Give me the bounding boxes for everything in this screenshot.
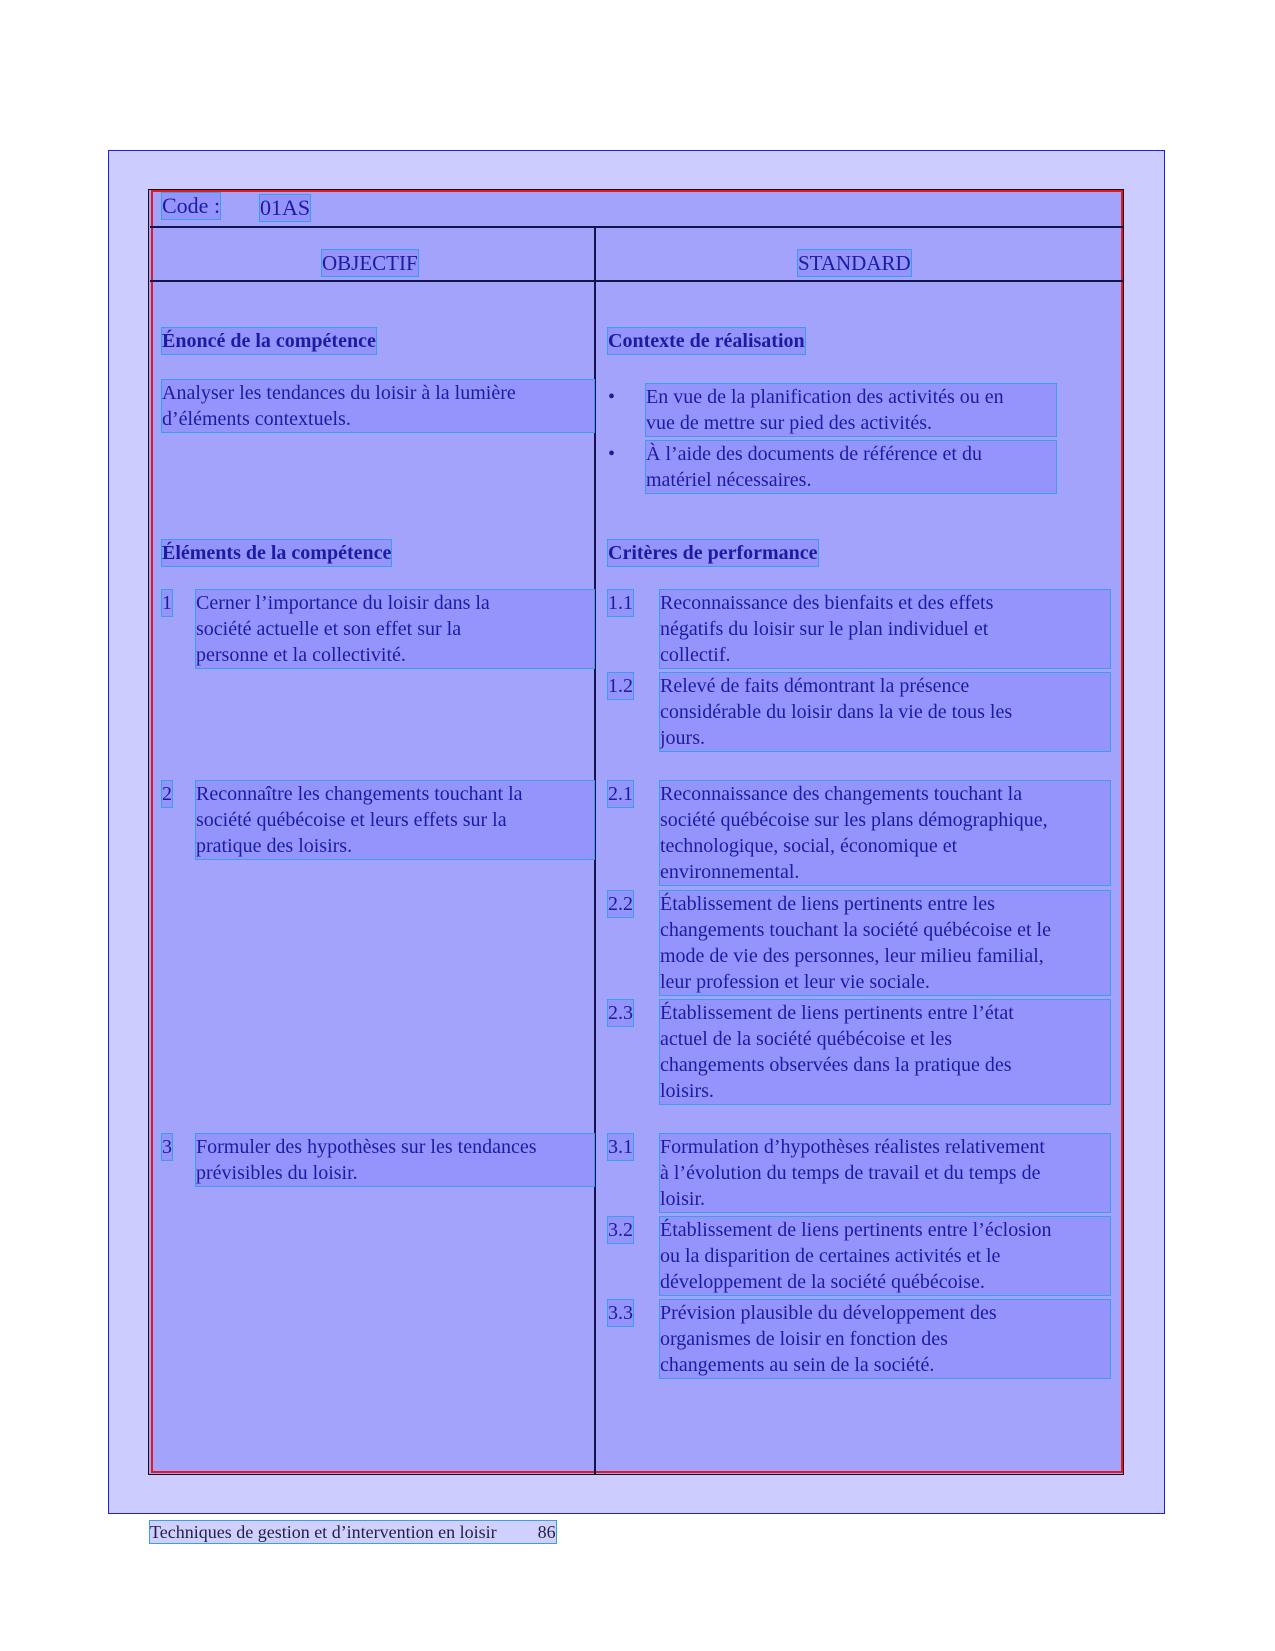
bullet-icon: • bbox=[608, 386, 616, 408]
critere-line: considérable du loisir dans la vie de tous les bbox=[660, 701, 1013, 723]
critere-line: Formulation d’hypothèses réalistes relativement bbox=[660, 1136, 1045, 1158]
critere-line: leur profession et leur vie sociale. bbox=[660, 971, 930, 993]
critere-line: actuel de la société québécoise et les bbox=[660, 1028, 953, 1050]
element-text bbox=[196, 1134, 594, 1186]
critere-line: à l’évolution du temps de travail et du temps de bbox=[660, 1162, 1041, 1184]
critere-number: 3.1 bbox=[608, 1136, 633, 1158]
critere-number: 2.1 bbox=[608, 783, 633, 805]
column-header-divider bbox=[150, 280, 1124, 282]
enonce-text bbox=[162, 380, 594, 432]
element-line: pratique des loisirs. bbox=[196, 835, 353, 857]
column-divider bbox=[594, 226, 596, 1474]
element-line: Formuler des hypothèses sur les tendances bbox=[196, 1136, 537, 1158]
contexte-line: En vue de la planification des activités ou en bbox=[646, 386, 1004, 408]
critere-line: Établissement de liens pertinents entre l’état bbox=[660, 1002, 1014, 1024]
critere-text bbox=[660, 1300, 1110, 1378]
contexte-line: vue de mettre sur pied des activités. bbox=[646, 412, 933, 434]
contexte-heading: Contexte de réalisation bbox=[608, 330, 805, 352]
enonce-line: Analyser les tendances du loisir à la lumière bbox=[162, 382, 516, 404]
contexte-text bbox=[646, 384, 1056, 436]
critere-line: changements au sein de la société. bbox=[660, 1354, 935, 1376]
critere-line: Reconnaissance des changements touchant la bbox=[660, 783, 1023, 805]
critere-text bbox=[660, 1000, 1110, 1104]
critere-line: loisirs. bbox=[660, 1080, 714, 1102]
critere-text bbox=[660, 590, 1110, 668]
critere-line: Établissement de liens pertinents entre les bbox=[660, 893, 995, 915]
page-number: 86 bbox=[537, 1522, 556, 1542]
critere-line: société québécoise sur les plans démographique, bbox=[660, 809, 1048, 831]
critere-number: 3.3 bbox=[608, 1302, 633, 1324]
contexte-line: À l’aide des documents de référence et du bbox=[646, 443, 982, 465]
element-number: 1 bbox=[162, 592, 172, 614]
page-footer bbox=[150, 1521, 556, 1543]
criteres-heading: Critères de performance bbox=[608, 542, 818, 564]
critere-text bbox=[660, 1217, 1110, 1295]
element-line: Cerner l’importance du loisir dans la bbox=[196, 592, 490, 614]
critere-line: négatifs du loisir sur le plan individuel et bbox=[660, 618, 989, 640]
header-divider bbox=[150, 226, 1124, 228]
critere-line: mode de vie des personnes, leur milieu familial, bbox=[660, 945, 1044, 967]
critere-line: jours. bbox=[660, 727, 705, 749]
column-header-standard: STANDARD bbox=[798, 251, 911, 275]
elements-heading: Éléments de la compétence bbox=[162, 542, 392, 564]
element-line: société actuelle et son effet sur la bbox=[196, 618, 462, 640]
element-line: société québécoise et leurs effets sur la bbox=[196, 809, 507, 831]
element-text bbox=[196, 781, 594, 859]
critere-line: Relevé de faits démontrant la présence bbox=[660, 675, 970, 697]
critere-text bbox=[660, 781, 1110, 885]
element-number: 2 bbox=[162, 783, 172, 805]
enonce-heading: Énoncé de la compétence bbox=[162, 330, 376, 352]
critere-line: loisir. bbox=[660, 1188, 706, 1210]
critere-line: organismes de loisir en fonction des bbox=[660, 1328, 948, 1350]
critere-line: environnemental. bbox=[660, 861, 800, 883]
element-text bbox=[196, 590, 594, 668]
element-line: prévisibles du loisir. bbox=[196, 1162, 358, 1184]
column-header-objectif: OBJECTIF bbox=[322, 251, 418, 275]
critere-number: 1.1 bbox=[608, 592, 633, 614]
critere-line: développement de la société québécoise. bbox=[660, 1271, 985, 1293]
critere-line: Reconnaissance des bienfaits et des effets bbox=[660, 592, 994, 614]
element-line: Reconnaître les changements touchant la bbox=[196, 783, 523, 805]
element-number: 3 bbox=[162, 1136, 172, 1158]
critere-text bbox=[660, 891, 1110, 995]
critere-line: Établissement de liens pertinents entre l’éclosion bbox=[660, 1219, 1052, 1241]
enonce-line: d’éléments contextuels. bbox=[162, 408, 351, 430]
critere-text bbox=[660, 673, 1110, 751]
critere-line: collectif. bbox=[660, 644, 731, 666]
critere-text bbox=[660, 1134, 1110, 1212]
critere-number: 2.2 bbox=[608, 893, 633, 915]
critere-line: changements touchant la société québécoise et le bbox=[660, 919, 1051, 941]
critere-number: 2.3 bbox=[608, 1002, 633, 1024]
critere-number: 1.2 bbox=[608, 675, 633, 697]
critere-line: Prévision plausible du développement des bbox=[660, 1302, 997, 1324]
footer-title: Techniques de gestion et d’intervention en loisir bbox=[150, 1522, 497, 1542]
contexte-text bbox=[646, 441, 1056, 493]
element-line: personne et la collectivité. bbox=[196, 644, 406, 666]
critere-line: technologique, social, économique et bbox=[660, 835, 958, 857]
code-label: Code : bbox=[162, 193, 221, 218]
critere-line: ou la disparition de certaines activités et le bbox=[660, 1245, 1001, 1267]
contexte-line: matériel nécessaires. bbox=[646, 469, 812, 491]
bullet-icon: • bbox=[608, 443, 616, 465]
critere-line: changements observées dans la pratique des bbox=[660, 1054, 1012, 1076]
critere-number: 3.2 bbox=[608, 1219, 633, 1241]
code-value: 01AS bbox=[260, 195, 311, 220]
